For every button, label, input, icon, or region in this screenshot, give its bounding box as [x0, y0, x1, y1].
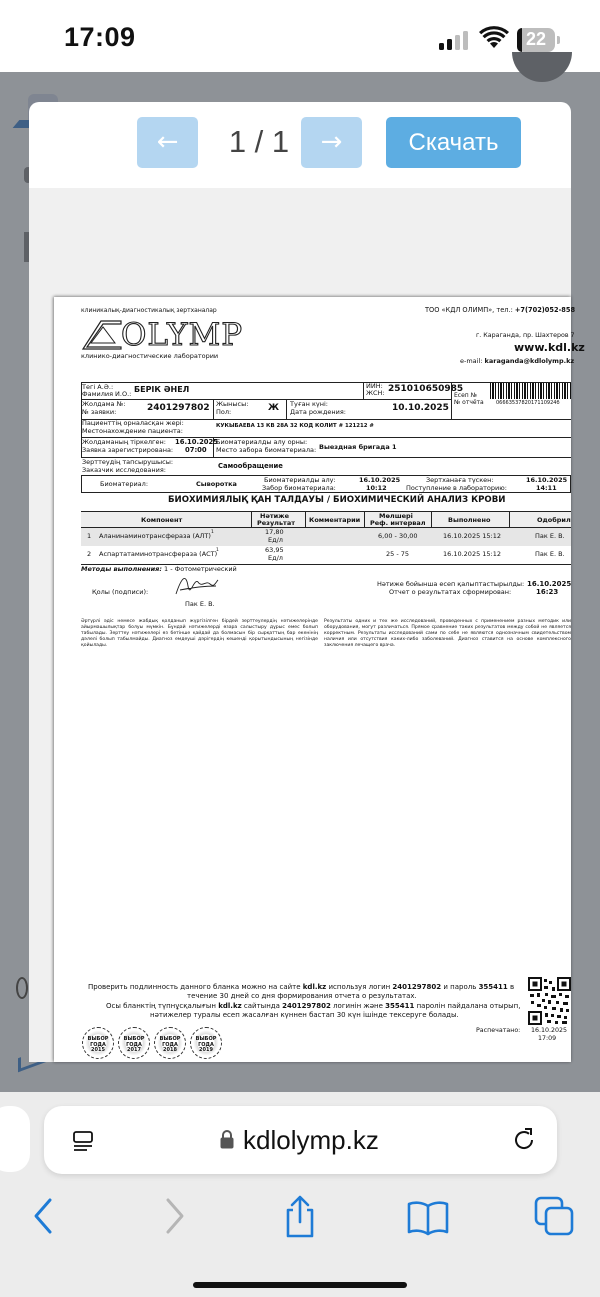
- address-bar[interactable]: [44, 1106, 557, 1174]
- sampling-label-kz: Биоматериалды алу:: [264, 476, 336, 484]
- analysis-title: БИОХИМИЯЛЫҚ ҚАН ТАЛДАУЫ / БИОХИМИЧЕСКИЙ АНАЛИЗ КРОВИ: [168, 495, 506, 505]
- battery-percent: 22: [525, 29, 547, 49]
- sampling-label-ru: Забор биоматериала:: [262, 484, 336, 492]
- patient-dob: 10.10.2025: [392, 403, 449, 413]
- signer-name: Пак Е. В.: [185, 600, 215, 608]
- address-url[interactable]: kdlolymp.kz: [243, 1125, 379, 1155]
- company-email: e-mail: karaganda@kdlolymp.kz: [460, 357, 575, 365]
- sampling-time: 10:12: [366, 484, 387, 492]
- order-label-ru: № заявки:: [82, 408, 117, 416]
- previous-page-button[interactable]: ←: [137, 117, 198, 168]
- report-barcode: [490, 383, 571, 399]
- olymp-logo: [81, 317, 244, 353]
- table-row: 1 Аланинаминотрансфераза (АЛТ) 1 17,80 Ед/л 6,00 - 30,00 16.10.2025 15:12 Пак Е. В.: [81, 528, 571, 546]
- customer-label-ru: Заказчик исследования:: [82, 466, 166, 474]
- sampling-date: 16.10.2025: [359, 476, 401, 484]
- report-number: 0666353782017110924б: [496, 400, 560, 406]
- lock-icon: [220, 1129, 234, 1149]
- patient-name: БЕРІК ӘНЕЛ: [134, 385, 190, 394]
- formed-time: 16:23: [536, 588, 559, 596]
- previous-tab-preview[interactable]: [0, 1106, 30, 1172]
- verification-qr-code: [528, 977, 571, 1025]
- results-table-header: Компонент Нәтиже Результат Комментарии Мөлшері Реф. интервал Выполнено Одобрил: [81, 511, 571, 528]
- biomaterial-label: Биоматериал:: [100, 480, 149, 488]
- logo-wordmark: OLYMP: [121, 317, 244, 353]
- home-indicator: [193, 1282, 407, 1288]
- lab-name-kz: клиникалық-диагностикалық зертханалар: [81, 307, 217, 314]
- sampling-place: Выездная бригада 1: [319, 443, 397, 451]
- award-badge: ВЫБОР ГОДА 2015: [82, 1027, 114, 1059]
- signature-label: Қолы (подписи):: [92, 588, 149, 596]
- order-label-kz: Жолдама №:: [82, 400, 126, 408]
- biomaterial-value: Сыворотка: [196, 480, 237, 488]
- battery-icon: [517, 28, 561, 52]
- pdf-viewer-modal: [29, 102, 585, 1062]
- received-time: 14:11: [536, 484, 557, 492]
- award-badge: ВЫБОР ГОДА 2017: [118, 1027, 150, 1059]
- customer-label-kz: Зерттеудің тапсырушысы:: [82, 458, 174, 466]
- forward-icon[interactable]: [152, 1194, 196, 1238]
- order-number: 2401297802: [147, 403, 210, 413]
- award-badge: ВЫБОР ГОДА 2019: [190, 1027, 222, 1059]
- sex-label-kz: Жынысы:: [216, 400, 249, 408]
- printed-label: Распечатано:: [476, 1027, 521, 1034]
- share-icon[interactable]: [278, 1194, 322, 1238]
- document-canvas[interactable]: [29, 188, 585, 1062]
- name-label-kz: Тегі А.Ә.:: [82, 383, 114, 391]
- table-row: 2 Аспартатаминотрансфераза (АСТ) 1 63,95 Ед/л 25 - 75 16.10.2025 15:12 Пак Е. В.: [87, 546, 565, 562]
- patient-sex: Ж: [268, 403, 280, 413]
- verify-line-kz-1: Осы бланктің түпнұсқалығын kdl.kz сайтында 2401297802 логинін және 355411 паролін пайдалана отырып,: [106, 1002, 521, 1010]
- back-icon[interactable]: [22, 1194, 66, 1238]
- sampling-place-label-ru: Место забора биоматериала:: [216, 446, 317, 454]
- sampling-place-label-kz: Биоматериалды алу орны:: [216, 438, 308, 446]
- patient-iin: 251010650985: [388, 384, 464, 394]
- registered-label-ru: Заявка зарегистрирована:: [82, 446, 174, 454]
- lab-name-ru: клинико-диагностические лаборатории: [81, 352, 219, 360]
- name-label-ru: Фамилия И.О.:: [82, 390, 132, 398]
- download-button[interactable]: Скачать: [386, 117, 521, 168]
- company-line: ТОО «КДЛ ОЛИМП», тел.: +7(702)052-858: [425, 306, 576, 314]
- next-page-button[interactable]: →: [301, 117, 362, 168]
- report-label-ru: № отчёта: [454, 399, 484, 406]
- received-date: 16.10.2025: [526, 476, 568, 484]
- iin-label-ru: ЖСН:: [366, 389, 385, 397]
- formed-label-kz: Нәтиже бойынша есеп қалыптастырылды:: [377, 580, 525, 588]
- viewer-toolbar: [29, 102, 571, 188]
- reload-icon[interactable]: [510, 1126, 538, 1154]
- methods-line: Методы выполнения: 1 - Фотометрический: [81, 565, 237, 573]
- disclaimer-ru: Результаты одних и тех же исследований, проведенных с применением разных методик или оборудования, могут различаться. Прямое сравнение таких результатов между собой не является корректным. Результаты исследований сами по себе не являются однозначным свидетельством наличия или отсутствия каких-либо заболеваний. Диагноз ставится на основе комплексного заключения лечащего врача.: [324, 619, 571, 648]
- browser-bottom-bar: [0, 1092, 600, 1297]
- verify-line-kz-2: нәтижелер туралы есеп жасалған күннен бастап 30 күн ішінде тексеруге болады.: [150, 1011, 459, 1019]
- verify-line-ru-1: Проверить подлинность данного бланка можно на сайте kdl.kz используя логин 2401297802 и пароль 355411 в: [88, 983, 515, 991]
- formed-date: 16.10.2025: [527, 580, 572, 588]
- award-badge: ВЫБОР ГОДА 2018: [154, 1027, 186, 1059]
- tabs-icon[interactable]: [532, 1194, 576, 1238]
- company-address: г. Караганда, пр. Шахтеров 7: [476, 332, 575, 339]
- received-label-ru: Поступление в лабораторию:: [406, 484, 507, 492]
- registered-time: 07:00: [185, 446, 207, 454]
- dob-label-kz: Туған күні:: [290, 400, 328, 408]
- status-bar: [0, 0, 600, 72]
- lab-report-page: [54, 297, 585, 1062]
- disclaimer-kz: Әртүрлі әдіс немесе жабдық қолданып жүргізілген бірдей зерттеулердің нәтижелерінде айырмашылықтар болуы мүмкін. Бұндай нәтижелерді өзара салыстыру дұрыс емес болып табылады. Зерттеу нәтижелері өз бетінше қайдай да болмасын бір сырқаттың бар екенінің дәлелі болып табылмайды. Диагноз емдеуші дәрігердің кешенді қорытындысының негізінде қойылады.: [81, 619, 318, 648]
- location-label-kz: Пациенттің орналасқан жері:: [82, 419, 184, 427]
- report-label-kz: Есеп №: [454, 392, 477, 399]
- registered-date: 16.10.2025: [175, 438, 218, 446]
- registered-label-kz: Жолдаманың тіркелген:: [82, 438, 166, 446]
- status-time: 17:09: [64, 22, 136, 52]
- verify-line-ru-2: течение 30 дней со дня формирования отчета о результатах.: [187, 992, 417, 1000]
- customer-value: Самообращение: [218, 462, 283, 470]
- printed-time: 17:09: [538, 1035, 557, 1042]
- printed-date: 16.10.2025: [531, 1027, 568, 1034]
- received-label-kz: Зертханаға түскен:: [426, 476, 494, 484]
- sex-label-ru: Пол:: [216, 408, 232, 416]
- page-menu-icon[interactable]: [71, 1129, 95, 1153]
- patient-location: КУКЫБАЕВА 13 КВ 28А 32 КОД КОЛИТ # 121212 #: [216, 423, 374, 429]
- location-label-ru: Местонахождение пациента:: [82, 427, 183, 435]
- formed-label-ru: Отчет о результатах сформирован:: [389, 588, 512, 596]
- page-indicator: 1 / 1: [228, 124, 290, 159]
- dob-label-ru: Дата рождения:: [290, 408, 346, 416]
- cellular-signal-icon: [439, 30, 469, 50]
- company-website: www.kdl.kz: [514, 341, 585, 354]
- wifi-icon: [479, 27, 509, 49]
- bookmarks-icon[interactable]: [406, 1194, 450, 1238]
- iin-label-kz: ИИН:: [366, 382, 383, 390]
- signature-image: [172, 572, 220, 602]
